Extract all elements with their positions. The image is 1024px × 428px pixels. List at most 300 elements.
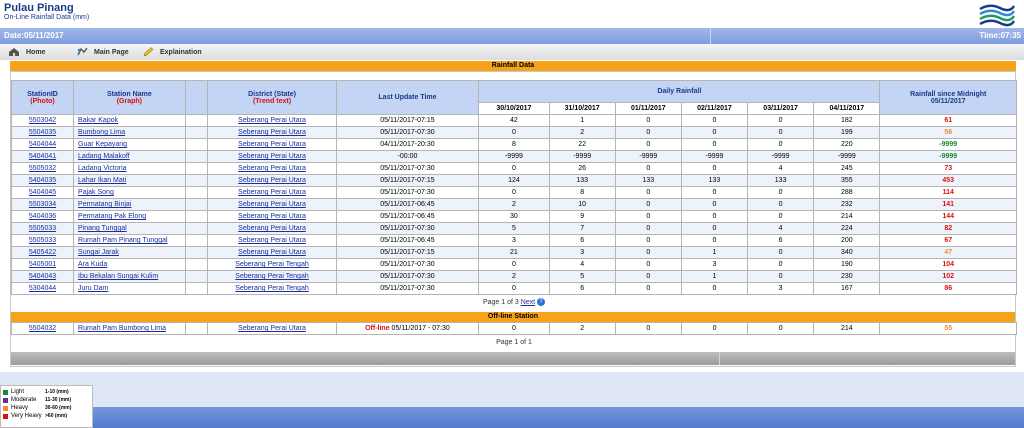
district-cell — [208, 259, 336, 271]
district-link[interactable]: Seberang Perai Utara — [238, 249, 306, 256]
update-cell: 05/11/2017-07:30 — [336, 223, 479, 235]
station-name-cell — [74, 151, 186, 163]
daily-cell: 124 — [479, 175, 549, 187]
col-last-update: Last Update Time — [336, 81, 479, 115]
spacer-cell — [185, 139, 208, 151]
daily-cell: 133 — [549, 175, 615, 187]
daily-cell: 0 — [748, 199, 814, 211]
current-rainfall-cell: -9999 — [880, 151, 1017, 163]
station-name-cell — [74, 115, 186, 127]
daily-cell: -9999 — [479, 151, 549, 163]
district-cell — [208, 151, 336, 163]
station-name-link[interactable]: Rumah Pam Bumbong Lima — [78, 325, 166, 332]
daily-cell: 2 — [479, 271, 549, 283]
daily-cell: 0 — [615, 247, 681, 259]
spacer-cell — [185, 259, 208, 271]
district-link[interactable]: Seberang Perai Utara — [238, 237, 306, 244]
daily-cell: 0 — [681, 323, 747, 335]
district-cell — [208, 247, 336, 259]
rainfall-panel — [10, 71, 1016, 367]
menu-home[interactable] — [8, 47, 45, 57]
station-id-link[interactable]: 5504032 — [28, 325, 57, 332]
district-cell — [208, 175, 336, 187]
daily-cell: 4 — [748, 163, 814, 175]
current-rainfall-cell: 453 — [880, 175, 1017, 187]
table-row — [12, 259, 1017, 271]
update-cell: 04/11/2017-20:30 — [336, 139, 479, 151]
date-header: 01/11/2017 — [615, 103, 681, 115]
station-id-link[interactable]: 5503042 — [28, 117, 57, 124]
daily-cell: 42 — [479, 115, 549, 127]
daily-cell: 6 — [748, 235, 814, 247]
spacer-cell — [185, 187, 208, 199]
daily-cell: 190 — [814, 259, 880, 271]
station-name-cell — [74, 271, 186, 283]
spacer-cell — [185, 163, 208, 175]
district-cell — [208, 283, 336, 295]
station-id-cell — [12, 163, 74, 175]
daily-cell: 1 — [681, 271, 747, 283]
table-row — [12, 115, 1017, 127]
daily-cell: 2 — [549, 323, 615, 335]
daily-cell: -9999 — [549, 151, 615, 163]
daily-cell: 0 — [615, 127, 681, 139]
legend-range: 30-60 (mm) — [45, 405, 72, 411]
station-name-link[interactable]: Lahar Ikan Mati — [78, 177, 127, 184]
daily-cell: 8 — [549, 187, 615, 199]
daily-cell: 200 — [814, 235, 880, 247]
district-cell — [208, 187, 336, 199]
daily-cell: 0 — [681, 187, 747, 199]
daily-cell: 245 — [814, 163, 880, 175]
daily-cell: 0 — [681, 199, 747, 211]
update-cell: 05/11/2017-07:15 — [336, 175, 479, 187]
station-name-link[interactable]: Juru Dam — [78, 285, 109, 292]
station-id-cell — [12, 151, 74, 163]
spacer-cell — [185, 127, 208, 139]
daily-cell: 7 — [549, 223, 615, 235]
daily-cell: 355 — [814, 175, 880, 187]
legend-swatch — [3, 406, 8, 411]
district-link[interactable]: Seberang Perai Utara — [238, 129, 306, 136]
daily-cell: 4 — [549, 259, 615, 271]
station-name-link[interactable]: Permatang Binjai — [78, 201, 132, 208]
table-row — [12, 163, 1017, 175]
district-header: District (State) — [248, 90, 296, 98]
legend-item — [3, 396, 90, 404]
current-rainfall-cell: 114 — [880, 187, 1017, 199]
daily-cell: 26 — [549, 163, 615, 175]
daily-cell: 288 — [814, 187, 880, 199]
station-name-link[interactable]: Pajak Song — [78, 189, 114, 196]
update-cell: 05/11/2017-07:30 — [336, 259, 479, 271]
offline-status: Off-line — [365, 325, 390, 332]
daily-cell: 0 — [748, 211, 814, 223]
daily-cell: 232 — [814, 199, 880, 211]
table-row — [12, 223, 1017, 235]
site-title: Pulau Pinang — [4, 2, 74, 14]
station-id-cell — [12, 223, 74, 235]
legend-swatch — [3, 398, 8, 403]
update-cell: 05/11/2017-06:45 — [336, 199, 479, 211]
current-date: Date:05/11/2017 — [4, 31, 64, 40]
daily-cell: 0 — [615, 259, 681, 271]
daily-cell: 0 — [681, 115, 747, 127]
col-spacer — [185, 81, 208, 115]
table-row — [12, 211, 1017, 223]
daily-cell: 4 — [748, 223, 814, 235]
station-id-link[interactable]: 5404045 — [28, 189, 57, 196]
station-name-link[interactable]: Bumbong Lima — [78, 129, 126, 136]
district-link[interactable]: Seberang Perai Utara — [238, 165, 306, 172]
district-link[interactable]: Seberang Perai Utara — [238, 201, 306, 208]
photo-sub-header: (Photo) — [30, 97, 55, 105]
legend-swatch — [3, 414, 8, 419]
legend-swatch — [3, 390, 8, 395]
daily-cell: 0 — [681, 283, 747, 295]
current-rainfall-cell: 141 — [880, 199, 1017, 211]
menu-main-page[interactable] — [76, 47, 129, 57]
date-bar — [0, 28, 1024, 44]
station-id-link[interactable]: 5504035 — [28, 129, 57, 136]
district-cell — [208, 223, 336, 235]
district-cell — [208, 199, 336, 211]
rainfall-data-bar: Rainfall Data — [10, 61, 1016, 71]
station-name-cell — [74, 139, 186, 151]
daily-cell: 9 — [549, 211, 615, 223]
page-indicator: Page 1 of 3 — [482, 298, 519, 306]
table-row — [12, 187, 1017, 199]
col-since-midnight — [880, 81, 1017, 115]
daily-cell: 0 — [615, 139, 681, 151]
since-midnight-header: Rainfall since Midnight — [910, 90, 987, 98]
spacer-cell — [185, 151, 208, 163]
daily-cell: 0 — [748, 127, 814, 139]
station-id-cell — [12, 271, 74, 283]
main-pager — [11, 298, 1017, 306]
daily-cell: 3 — [479, 235, 549, 247]
district-cell — [208, 127, 336, 139]
spacer-cell — [185, 115, 208, 127]
table-row — [12, 175, 1017, 187]
daily-cell: 22 — [549, 139, 615, 151]
daily-cell: 0 — [615, 283, 681, 295]
station-name-cell — [74, 127, 186, 139]
date-bar-divider — [710, 28, 711, 44]
station-name-cell — [74, 323, 186, 335]
station-name-link[interactable]: Ibu Bekalan Sungai Kulim — [78, 273, 159, 280]
district-link[interactable]: Seberang Perai Utara — [238, 177, 306, 184]
district-link[interactable]: Seberang Perai Utara — [238, 117, 306, 124]
daily-cell: 0 — [615, 235, 681, 247]
daily-cell: 0 — [681, 235, 747, 247]
station-id-link[interactable]: 5505033 — [28, 237, 57, 244]
station-id-link[interactable]: 5404043 — [28, 273, 57, 280]
wave-logo-icon — [976, 1, 1016, 27]
offline-row — [12, 323, 1017, 335]
daily-cell: 0 — [748, 247, 814, 259]
update-cell: 05/11/2017-07:30 — [336, 283, 479, 295]
district-link[interactable]: Seberang Perai Tengah — [235, 261, 309, 268]
table-row — [12, 247, 1017, 259]
daily-cell: 3 — [549, 247, 615, 259]
district-cell — [208, 235, 336, 247]
station-name-link[interactable]: Bakar Kapok — [78, 117, 119, 124]
district-link[interactable]: Seberang Perai Utara — [238, 189, 306, 196]
legend-range: 11-30 (mm) — [45, 397, 72, 403]
menu-explaination-label: Explaination — [160, 48, 202, 56]
date-header: 03/11/2017 — [748, 103, 814, 115]
lower-background — [0, 372, 1024, 407]
station-name-link[interactable]: Sungai Jarak — [78, 249, 119, 256]
district-link[interactable]: Seberang Perai Tengah — [235, 285, 309, 292]
table-row — [12, 139, 1017, 151]
update-cell — [336, 323, 479, 335]
table-row — [12, 283, 1017, 295]
station-name-link[interactable]: Ara Kuda — [78, 261, 108, 268]
station-id-link[interactable]: 5404044 — [28, 141, 57, 148]
legend-name: Very Heavy — [11, 413, 42, 419]
station-id-link[interactable]: 5404035 — [28, 177, 57, 184]
spacer-cell — [185, 199, 208, 211]
district-link[interactable]: Seberang Perai Utara — [238, 213, 306, 220]
site-subtitle: On-Line Rainfall Data (mm) — [4, 14, 90, 21]
station-name-cell — [74, 259, 186, 271]
daily-cell: 5 — [549, 271, 615, 283]
station-id-link[interactable]: 5304044 — [28, 285, 57, 292]
offline-table — [11, 322, 1017, 335]
station-id-cell — [12, 247, 74, 259]
update-cell: 05/11/2017-06:45 — [336, 235, 479, 247]
graph-sub-header: (Graph) — [116, 97, 142, 105]
rainfall-legend — [0, 385, 93, 428]
rainfall-table — [11, 80, 1017, 295]
daily-cell: 6 — [549, 283, 615, 295]
current-rainfall-cell: 86 — [880, 283, 1017, 295]
station-id-cell — [12, 199, 74, 211]
station-id-cell — [12, 139, 74, 151]
daily-cell: 5 — [479, 223, 549, 235]
station-id-link[interactable]: 5404036 — [28, 213, 57, 220]
col-daily-rainfall: Daily Rainfall — [479, 81, 880, 103]
page-header — [0, 0, 1024, 27]
daily-cell: 0 — [615, 323, 681, 335]
daily-cell: 0 — [748, 139, 814, 151]
station-id-cell — [12, 127, 74, 139]
station-id-cell — [12, 283, 74, 295]
daily-cell: 3 — [748, 283, 814, 295]
daily-cell: 0 — [479, 283, 549, 295]
spacer-cell — [185, 271, 208, 283]
station-name-link[interactable]: Ladang Victoria — [78, 165, 127, 172]
daily-cell: 0 — [681, 223, 747, 235]
daily-cell: 133 — [615, 175, 681, 187]
col-station-id — [12, 81, 74, 115]
daily-cell: 0 — [479, 259, 549, 271]
table-row — [12, 199, 1017, 211]
daily-cell: 10 — [549, 199, 615, 211]
station-id-link[interactable]: 5405422 — [28, 249, 57, 256]
daily-cell: 133 — [681, 175, 747, 187]
district-link[interactable]: Seberang Perai Tengah — [235, 273, 309, 280]
station-name-header: Station Name — [106, 90, 152, 98]
pencil-icon — [142, 47, 154, 57]
station-name-link[interactable]: Pinang Tunggal — [78, 225, 127, 232]
station-name-cell — [74, 283, 186, 295]
station-id-cell — [12, 323, 74, 335]
current-rainfall-cell: 56 — [880, 127, 1017, 139]
legend-range: 1-10 (mm) — [45, 389, 69, 395]
station-name-cell — [74, 223, 186, 235]
table-row — [12, 271, 1017, 283]
current-rainfall-cell: 144 — [880, 211, 1017, 223]
daily-cell: 214 — [814, 211, 880, 223]
station-id-cell — [12, 187, 74, 199]
offline-pager: Page 1 of 1 — [496, 339, 532, 346]
district-cell — [208, 323, 336, 335]
station-id-link[interactable]: 5503034 — [28, 201, 57, 208]
district-link[interactable]: Seberang Perai Utara — [238, 141, 306, 148]
home-icon — [8, 47, 20, 57]
table-row — [12, 235, 1017, 247]
offline-station-bar: Off-line Station — [11, 312, 1015, 322]
main-page-icon — [76, 47, 88, 57]
help-icon[interactable]: ? — [537, 298, 545, 306]
district-link[interactable]: Seberang Perai Utara — [238, 153, 306, 160]
legend-name: Light — [11, 389, 25, 395]
station-name-cell — [74, 247, 186, 259]
legend-item — [3, 412, 90, 420]
station-id-cell — [12, 235, 74, 247]
station-name-cell — [74, 235, 186, 247]
daily-cell: 0 — [615, 223, 681, 235]
district-cell — [208, 163, 336, 175]
daily-cell: -9999 — [748, 151, 814, 163]
bottom-scrollbar[interactable] — [11, 352, 1015, 365]
station-name-cell — [74, 175, 186, 187]
daily-cell: 230 — [814, 271, 880, 283]
station-id-link[interactable]: 5505032 — [28, 165, 57, 172]
station-id-cell — [12, 115, 74, 127]
menu-explaination[interactable] — [142, 47, 202, 57]
daily-cell: 2 — [549, 127, 615, 139]
spacer-cell — [185, 175, 208, 187]
daily-cell: 0 — [479, 187, 549, 199]
daily-cell: 224 — [814, 223, 880, 235]
station-name-link[interactable]: Rumah Pam Pinang Tunggal — [78, 237, 168, 244]
district-link[interactable]: Seberang Perai Utara — [238, 225, 306, 232]
station-name-cell — [74, 211, 186, 223]
daily-cell: 0 — [681, 139, 747, 151]
next-page-link[interactable]: Next — [520, 298, 536, 306]
update-cell: 05/11/2017-07:30 — [336, 127, 479, 139]
col-district — [208, 81, 336, 115]
spacer-cell — [185, 223, 208, 235]
daily-cell: 214 — [814, 323, 880, 335]
legend-range: >60 (mm) — [45, 413, 68, 419]
menu-home-label: Home — [26, 48, 46, 56]
daily-cell: 0 — [615, 199, 681, 211]
daily-cell: 0 — [615, 271, 681, 283]
spacer-cell — [185, 283, 208, 295]
daily-cell: 0 — [615, 115, 681, 127]
daily-cell: 220 — [814, 139, 880, 151]
daily-cell: -9999 — [814, 151, 880, 163]
daily-cell: 0 — [748, 259, 814, 271]
daily-cell: 167 — [814, 283, 880, 295]
daily-cell: 0 — [479, 163, 549, 175]
daily-cell: 0 — [681, 127, 747, 139]
spacer-cell — [185, 323, 208, 335]
district-link[interactable]: Seberang Perai Utara — [238, 325, 306, 332]
station-id-cell — [12, 211, 74, 223]
menu-bar — [0, 44, 1024, 60]
district-cell — [208, 139, 336, 151]
trend-sub-header: (Trend text) — [252, 97, 292, 105]
update-cell: 05/11/2017-07:15 — [336, 115, 479, 127]
scrollbar-divider — [719, 352, 720, 365]
update-cell: 05/11/2017-06:45 — [336, 211, 479, 223]
daily-cell: 30 — [479, 211, 549, 223]
legend-item — [3, 388, 90, 396]
page-footer — [0, 407, 1024, 428]
since-midnight-date: 05/11/2017 — [930, 97, 966, 105]
station-name-cell — [74, 163, 186, 175]
current-rainfall-cell: 47 — [880, 247, 1017, 259]
spacer-cell — [185, 211, 208, 223]
col-station-name — [74, 81, 186, 115]
station-name-cell — [74, 187, 186, 199]
date-header: 04/11/2017 — [814, 103, 880, 115]
station-name-link[interactable]: Ladang Malakoff — [78, 153, 130, 160]
daily-cell: 0 — [615, 187, 681, 199]
daily-cell: 0 — [615, 211, 681, 223]
update-cell: 05/11/2017-07:30 — [336, 271, 479, 283]
station-id-link[interactable]: 5404041 — [28, 153, 57, 160]
daily-cell: 0 — [479, 323, 549, 335]
station-name-link[interactable]: Permatang Pak Elong — [78, 213, 147, 220]
district-cell — [208, 271, 336, 283]
update-cell: -00:00 — [336, 151, 479, 163]
spacer-cell — [185, 235, 208, 247]
legend-name: Moderate — [11, 397, 37, 403]
daily-cell: 0 — [748, 187, 814, 199]
daily-cell: 21 — [479, 247, 549, 259]
station-id-link[interactable]: 5505033 — [28, 225, 57, 232]
station-name-link[interactable]: Guar Kepayang — [78, 141, 128, 148]
daily-cell: 0 — [748, 271, 814, 283]
update-cell: 05/11/2017-07:30 — [336, 163, 479, 175]
table-row — [12, 127, 1017, 139]
daily-cell: 182 — [814, 115, 880, 127]
update-cell: 05/11/2017-07:30 — [336, 187, 479, 199]
menu-main-page-label: Main Page — [94, 48, 129, 56]
current-rainfall-cell: -9999 — [880, 139, 1017, 151]
daily-cell: 0 — [681, 163, 747, 175]
station-id-link[interactable]: 5405001 — [28, 261, 57, 268]
current-rainfall-cell: 104 — [880, 259, 1017, 271]
spacer-cell — [185, 247, 208, 259]
current-rainfall-cell: 55 — [880, 323, 1017, 335]
legend-name: Heavy — [11, 405, 29, 411]
daily-cell: 1 — [549, 115, 615, 127]
daily-cell: 0 — [748, 323, 814, 335]
date-header: 30/10/2017 — [479, 103, 549, 115]
table-row — [12, 151, 1017, 163]
date-header: 02/11/2017 — [681, 103, 747, 115]
daily-cell: 0 — [681, 211, 747, 223]
date-header: 31/10/2017 — [549, 103, 615, 115]
